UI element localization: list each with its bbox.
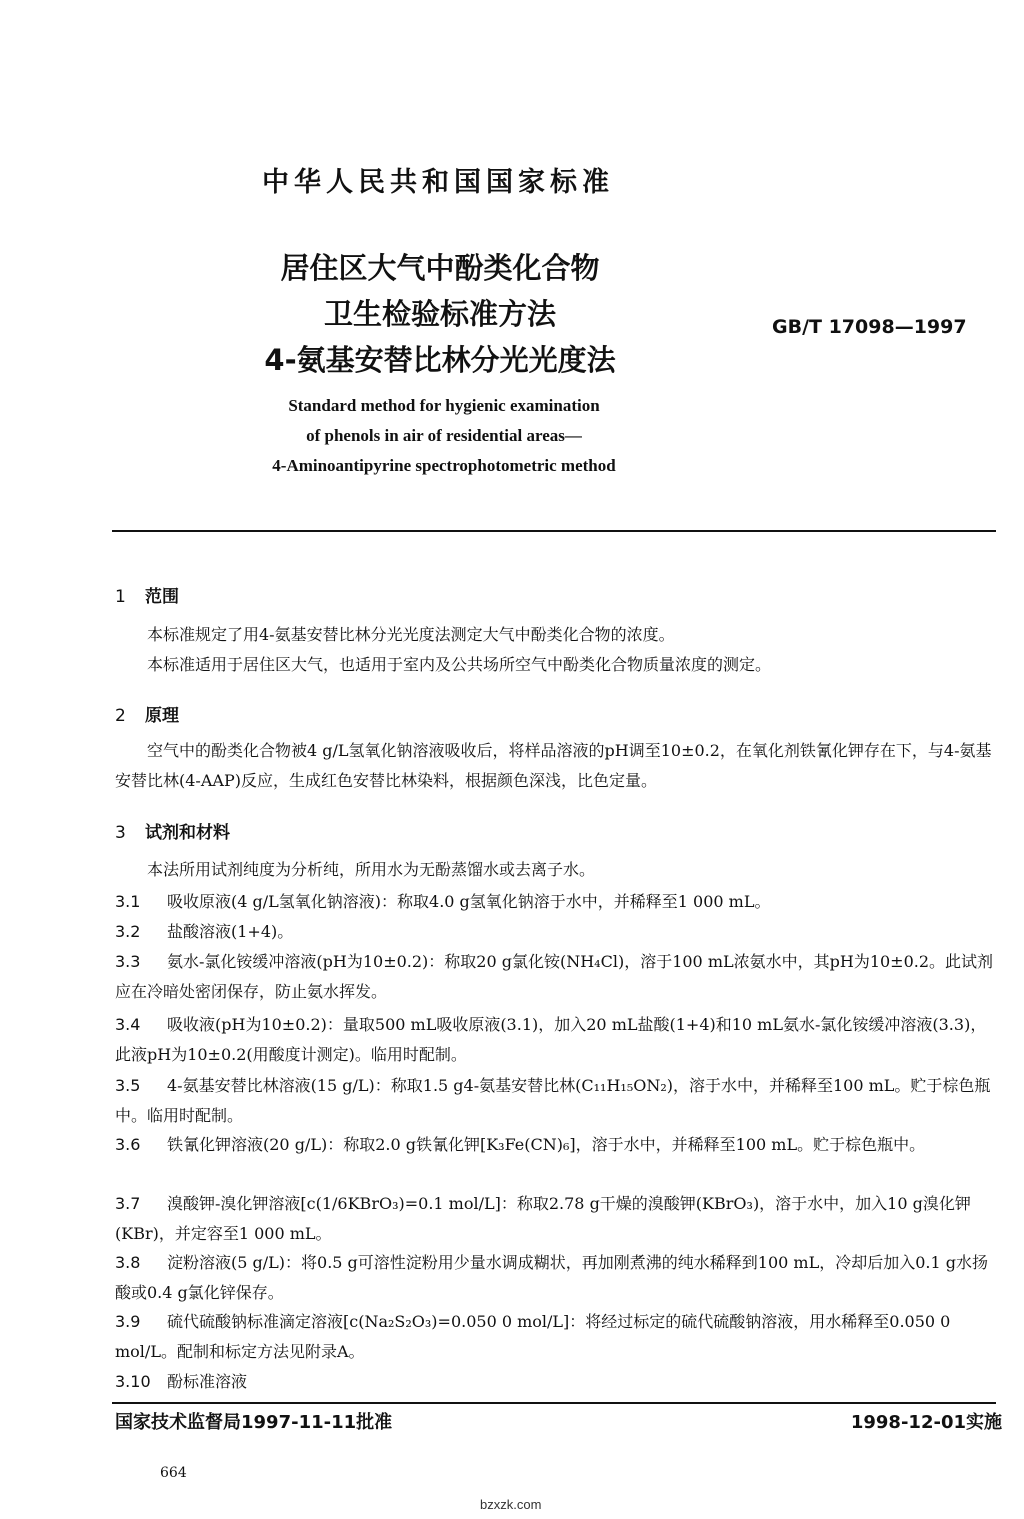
list-item-3-5	[115, 1071, 999, 1131]
footer-divider	[112, 1402, 996, 1404]
title-line-3: 4-氨基安替比林分光光度法	[264, 343, 616, 377]
section-title: 范围	[145, 587, 179, 607]
effective-date: 1998-12-01实施	[850, 1412, 1002, 1433]
section-title: 试剂和材料	[145, 823, 230, 843]
standard-code: GB/T 17098—1997	[772, 316, 967, 338]
header-divider	[112, 530, 996, 532]
item-number: 3.5	[115, 1076, 141, 1095]
item-number: 3.8	[115, 1253, 141, 1272]
list-item-3-8	[115, 1248, 999, 1308]
list-item-3-2	[115, 917, 999, 947]
list-item-3-1	[115, 887, 999, 917]
list-item-3-3	[115, 947, 999, 1007]
item-text: 溴酸钾-溴化钾溶液[c(1/6KBrO₃)=0.1 mol/L]：称取2.78 g干燥的溴酸钾(KBrO₃)，溶于水中，加入10 g溴化钾(KBr)，并定容至1 000 mL。	[115, 1194, 971, 1243]
item-number: 3.7	[115, 1194, 141, 1213]
english-title-line-2: of phenols in air of residential areas—	[306, 426, 582, 445]
item-number: 3.9	[115, 1312, 141, 1331]
section-1-heading	[115, 582, 179, 607]
item-text: 氨水-氯化铵缓冲溶液(pH为10±0.2)：称取20 g氯化铵(NH₄Cl)，溶于100 mL浓氨水中，其pH为10±0.2。此试剂应在冷暗处密闭保存，防止氨水挥发。	[115, 952, 994, 1001]
item-text: 吸收液(pH为10±0.2)：量取500 mL吸收原液(3.1)，加入20 mL盐酸(1+4)和10 mL氨水-氯化铵缓冲溶液(3.3)，此液pH为10±0.2(用酸度计测定)。临用时配制。	[115, 1015, 987, 1064]
item-text: 吸收原液(4 g/L氢氧化钠溶液)：称取4.0 g氢氧化钠溶于水中，并稀释至1 000 mL。	[167, 892, 771, 911]
watermark: bzxzk.com	[480, 1497, 542, 1512]
item-text: 淀粉溶液(5 g/L)：将0.5 g可溶性淀粉用少量水调成糊状，再加刚煮沸的纯水稀释到100 mL，冷却后加入0.1 g水扬酸或0.4 g氯化锌保存。	[115, 1253, 988, 1302]
section-1-paragraph-1: 本标准规定了用4-氨基安替比林分光光度法测定大气中酚类化合物的浓度。	[147, 625, 675, 644]
item-number: 3.1	[115, 892, 141, 911]
standard-type-heading: 中华人民共和国国家标准	[262, 167, 614, 198]
title-line-2: 卫生检验标准方法	[323, 297, 556, 331]
item-number: 3.2	[115, 922, 141, 941]
list-item-3-9	[115, 1307, 999, 1367]
english-title-line-1: Standard method for hygienic examination	[288, 396, 600, 415]
section-1-paragraph-2: 本标准适用于居住区大气，也适用于室内及公共场所空气中酚类化合物质量浓度的测定。	[147, 655, 772, 674]
list-item-3-10	[115, 1367, 999, 1397]
item-number: 3.6	[115, 1135, 141, 1154]
list-item-3-7	[115, 1189, 999, 1249]
page-number: 664	[160, 1465, 187, 1481]
section-title: 原理	[145, 706, 179, 726]
section-3-heading	[115, 818, 230, 843]
list-item-3-6	[115, 1130, 999, 1160]
section-number: 1	[115, 587, 126, 607]
list-item-3-4	[115, 1010, 999, 1070]
section-number: 2	[115, 706, 126, 726]
section-2-paragraph-1: 空气中的酚类化合物被4 g/L氢氧化钠溶液吸收后，将样品溶液的pH调至10±0.2，在氧化剂铁氰化钾存在下，与4-氨基安替比林(4-AAP)反应，生成红色安替比林染料，根据颜色深浅，比色定量。	[115, 741, 992, 790]
section-number: 3	[115, 823, 126, 843]
section-2-heading	[115, 701, 179, 726]
approval-note: 国家技术监督局1997-11-11批准	[115, 1412, 393, 1433]
item-text: 硫代硫酸钠标准滴定溶液[c(Na₂S₂O₃)=0.050 0 mol/L]：将经过标定的硫代硫酸钠溶液，用水稀释至0.050 0 mol/L。配制和标定方法见附录A。	[115, 1312, 951, 1361]
item-number: 3.4	[115, 1015, 141, 1034]
title-line-1: 居住区大气中酚类化合物	[280, 251, 600, 285]
item-text: 4-氨基安替比林溶液(15 g/L)：称取1.5 g4-氨基安替比林(C₁₁H₁₅ON₂)，溶于水中，并稀释至100 mL。贮于棕色瓶中。临用时配制。	[115, 1076, 991, 1125]
item-text: 酚标准溶液	[167, 1372, 248, 1391]
item-number: 3.10	[115, 1372, 151, 1391]
section-3-intro: 本法所用试剂纯度为分析纯，所用水为无酚蒸馏水或去离子水。	[147, 860, 596, 879]
item-text: 盐酸溶液(1+4)。	[167, 922, 294, 941]
english-title-line-3: 4-Aminoantipyrine spectrophotometric method	[272, 456, 616, 475]
item-text: 铁氰化钾溶液(20 g/L)：称取2.0 g铁氰化钾[K₃Fe(CN)₆]，溶于水中，并稀释至100 mL。贮于棕色瓶中。	[167, 1135, 926, 1154]
item-number: 3.3	[115, 952, 141, 971]
